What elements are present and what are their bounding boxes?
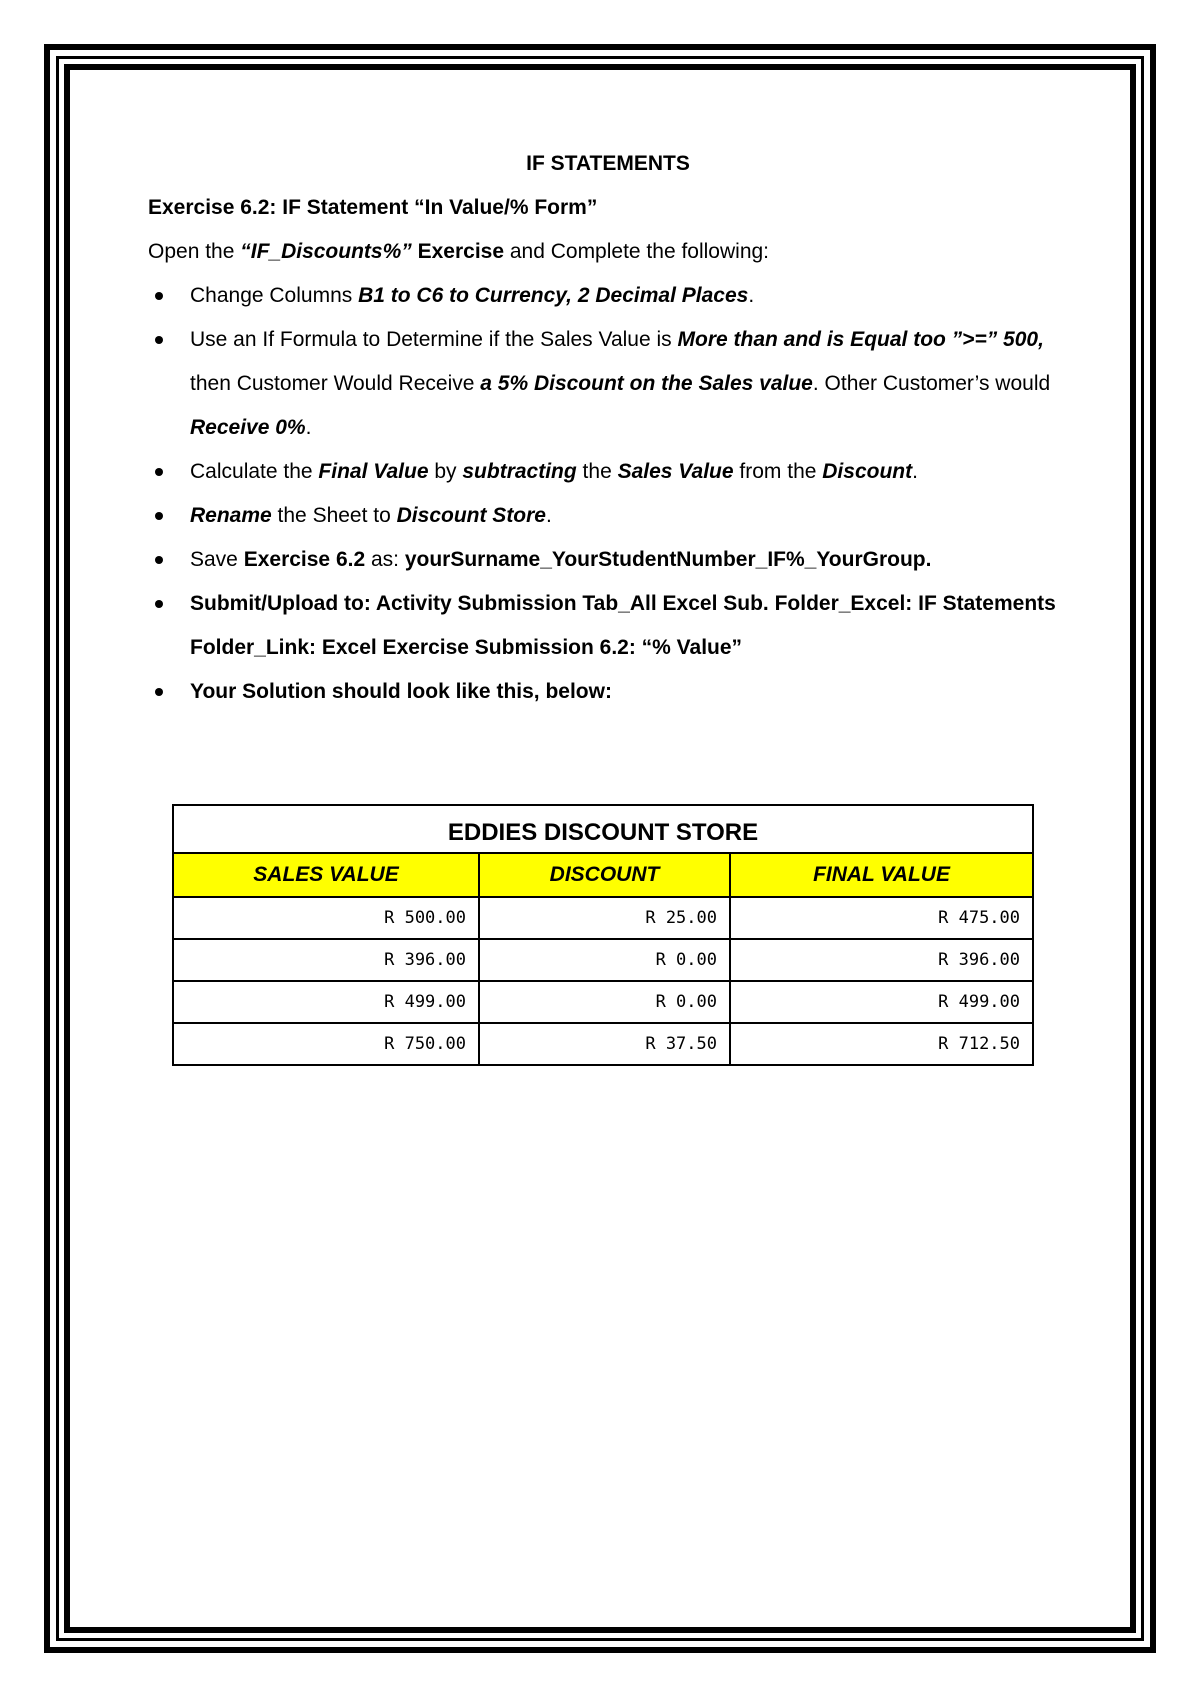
task-emphasis: subtracting [462,460,577,483]
sales-value-cell: R 396.00 [173,939,479,981]
task-emphasis: Receive 0% [190,416,306,439]
task-emphasis: Discount [822,460,913,483]
final-value-cell: R 499.00 [730,981,1033,1023]
table-header-row [173,853,1033,897]
final-value-cell: R 475.00 [730,897,1033,939]
final-value-cell: R 712.50 [730,1023,1033,1065]
sales-value-cell: R 500.00 [173,897,479,939]
task-text: as: [365,548,405,571]
task-item-rename-sheet [148,494,1068,538]
task-item-calculate-final [148,450,1068,494]
table-row [173,939,1033,981]
task-bold: Exercise 6.2 [243,548,366,571]
header-final-value: FINAL VALUE [730,853,1033,897]
table-title: EDDIES DISCOUNT STORE [173,805,1033,853]
task-list [148,274,1068,714]
task-item-solution-note: Your Solution should look like this, below: [148,670,1068,714]
intro-exercise-word: Exercise [411,240,505,263]
task-text: the Sheet to [271,504,397,527]
task-emphasis: B1 to C6 to Currency, 2 Decimal Places [358,284,749,307]
intro-suffix: and Complete the following: [504,240,770,263]
task-item-change-columns [148,274,1068,318]
task-text: Save [190,548,244,571]
task-emphasis: Rename [190,504,272,527]
final-value-cell: R 396.00 [730,939,1033,981]
task-text: from the [733,460,823,483]
task-text: Use an If Formula to Determine if the Sales Value is [190,328,678,351]
table-title-row [173,805,1033,853]
exercise-heading: Exercise 6.2: IF Statement “In Value/% Form” [148,196,598,219]
task-emphasis: Sales Value [617,460,734,483]
task-text: Change Columns [190,284,359,307]
task-emphasis: More than and is Equal too ”>=” 500, [677,328,1044,351]
sales-value-cell: R 499.00 [173,981,479,1023]
task-text: . [546,504,552,527]
intro-prefix: Open the [148,240,241,263]
header-sales-value: SALES VALUE [173,853,479,897]
page-title: IF STATEMENTS [526,152,690,175]
task-text: . Other Customer’s would [812,372,1051,395]
discount-cell: R 0.00 [479,939,730,981]
table-row [173,1023,1033,1065]
task-bold: yourSurname_YourStudentNumber_IF%_YourGroup. [404,548,932,571]
task-item-save-exercise [148,538,1068,582]
task-text: by [428,460,463,483]
task-item-if-formula [148,318,1068,450]
task-emphasis: Discount Store [396,504,546,527]
task-item-submit-upload: Submit/Upload to: Activity Submission Tab_All Excel Sub. Folder_Excel: IF Statements Folder_Link: Excel Exercise Submission 6.2: “% Value” [148,582,1068,670]
discount-store-table [172,804,1034,1066]
task-emphasis: Final Value [318,460,429,483]
discount-cell: R 0.00 [479,981,730,1023]
discount-cell: R 37.50 [479,1023,730,1065]
intro-line [148,230,1068,274]
table-row [173,897,1033,939]
discount-cell: R 25.00 [479,897,730,939]
task-text: then Customer Would Receive [190,372,481,395]
task-emphasis: a 5% Discount on the Sales value [480,372,813,395]
task-text: the [576,460,618,483]
header-discount: DISCOUNT [479,853,730,897]
intro-file-name: “IF_Discounts%” [240,240,412,263]
task-text: Calculate the [190,460,319,483]
task-text: . [748,284,755,307]
table-row [173,981,1033,1023]
task-text: . [912,460,918,483]
task-text: . [305,416,312,439]
document-body [148,142,1068,714]
sales-value-cell: R 750.00 [173,1023,479,1065]
